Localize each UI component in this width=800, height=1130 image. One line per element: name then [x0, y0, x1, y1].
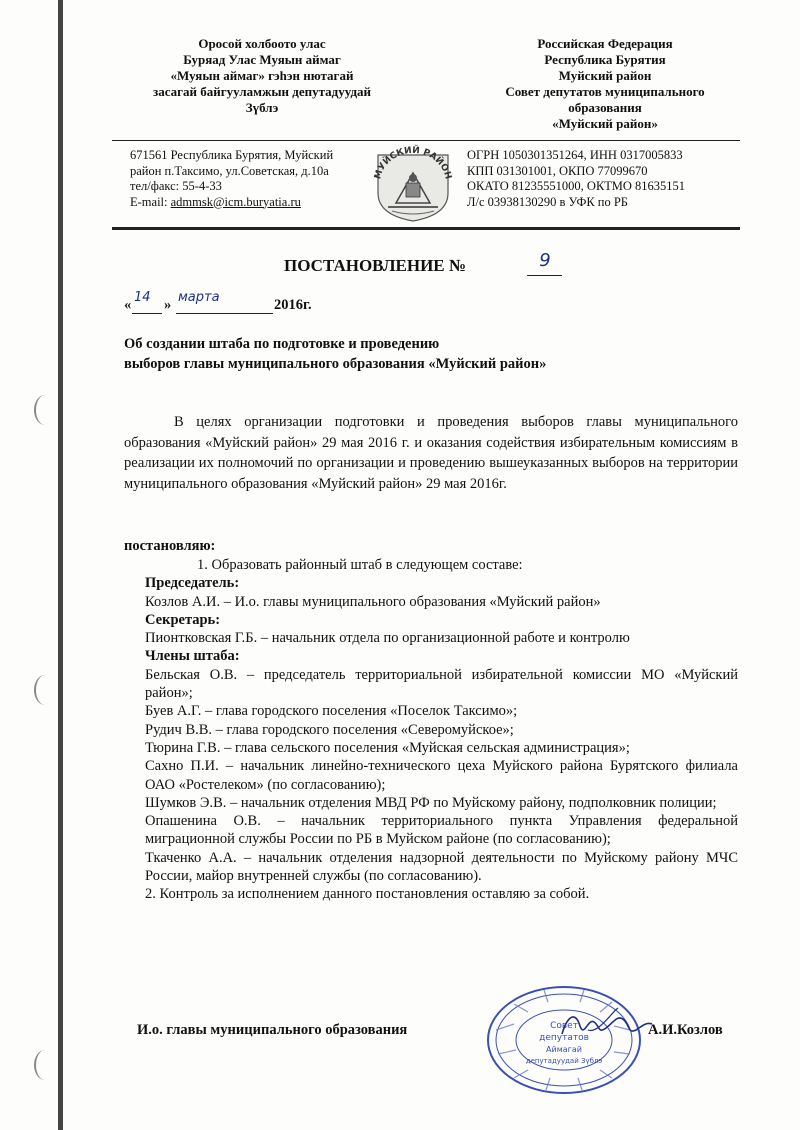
- subject-line: Об создании штаба по подготовке и проведению: [124, 336, 440, 352]
- punch-hole: [34, 675, 56, 705]
- signatory-name: А.И.Козлов: [648, 1022, 723, 1038]
- resolve-word: постановляю:: [124, 538, 216, 554]
- district-emblem: [368, 143, 458, 223]
- role-label: Члены штаба:: [145, 648, 240, 665]
- staff-member: Тюрина Г.В. – глава сельского поселения «Муйская сельская администрация»;: [145, 739, 630, 756]
- staff-member: Пионтковская Г.Б. – начальник отдела по организационной работе и контролю: [145, 630, 630, 647]
- date-month: марта: [178, 290, 220, 305]
- header-buryat: [112, 36, 412, 116]
- header-line: Совет депутатов муниципального: [505, 84, 705, 99]
- resolution-item: 2. Контроль за исполнением данного постановления оставляю за собой.: [145, 886, 590, 903]
- header-line: Республика Бурятия: [544, 52, 666, 67]
- header-russian: [470, 36, 740, 132]
- resolution-item: 1. Образовать районный штаб в следующем составе:: [197, 557, 523, 573]
- role-label: Секретарь:: [145, 611, 221, 628]
- header-line: Российская Федерация: [537, 36, 673, 51]
- header-line: Зүблэ: [245, 100, 279, 115]
- binder-edge: [0, 0, 60, 1130]
- staff-member: Козлов А.И. – И.о. главы муниципального образования «Муйский район»: [145, 593, 601, 610]
- registration-line: КПП 031301001, ОКПО 77099670: [467, 163, 648, 178]
- staff-member: Опашенина О.В. – начальник территориального пункта Управления федеральной миграционной службы России по РБ в Муйском районе (по согласованию);: [145, 813, 738, 848]
- date-close-quote: »: [164, 297, 172, 313]
- date-day: 14: [134, 290, 151, 305]
- date-open-quote: «: [124, 297, 132, 313]
- document-subject: [124, 334, 546, 374]
- stamp-line: Совет: [550, 1021, 578, 1031]
- contact-registration: [467, 148, 742, 210]
- stamp-line: депутадуудай Зүблэ: [525, 1057, 603, 1065]
- binder-shadow: [58, 0, 63, 1130]
- staff-member: Сахно П.И. – начальник линейно-технического цеха Муйского района Бурятского филиала ОАО «Ростелеком» (по согласованию);: [145, 758, 738, 793]
- registration-line: Л/с 03938130290 в УФК по РБ: [467, 194, 628, 209]
- staff-member: Шумков Э.В. – начальник отделения МВД РФ по Муйскому району, подполковник полиции;: [145, 794, 717, 811]
- contact-address: [130, 148, 370, 210]
- resolution-list: [145, 556, 738, 904]
- date-underline: [176, 313, 273, 314]
- phone-line: тел/факс: 55-4-33: [130, 179, 222, 193]
- document-title: [0, 256, 800, 276]
- header-line: образования: [568, 100, 642, 115]
- header-line: «Муйский район»: [552, 116, 658, 131]
- handwritten-signature: [558, 1004, 654, 1044]
- date-year: 2016г.: [274, 297, 312, 313]
- stamp-line: депутатов: [539, 1033, 589, 1043]
- email-link[interactable]: admmsk@icm.buryatia.ru: [170, 194, 301, 209]
- header-line: Оросой холбоото улас: [198, 36, 326, 51]
- header-bottom-rule: [112, 227, 740, 230]
- header-line: «Муяын аймаг» гэһэн нютагай: [170, 68, 354, 83]
- signatory-position: И.о. главы муниципального образования: [137, 1022, 408, 1038]
- header-line: Буряад Улас Муяын аймаг: [183, 52, 341, 67]
- punch-hole: [34, 395, 56, 425]
- registration-line: ОКАТО 81235551000, ОКТМО 81635151: [467, 179, 686, 193]
- header-line: засагай байгууламжын депутадуудай: [152, 84, 372, 99]
- emblem-label: МУЙСКИЙ РАЙОН: [373, 145, 453, 181]
- staff-member: Бельская О.В. – председатель территориальной избирательной комиссии МО «Муйский район»;: [145, 666, 738, 702]
- address-line: район п.Таксимо, ул.Советская, д.10а: [130, 163, 329, 178]
- email-line: [130, 195, 370, 211]
- address-line: 671561 Республика Бурятия, Муйский: [130, 148, 334, 162]
- document-number: 9: [539, 250, 551, 271]
- punch-hole: [34, 1050, 56, 1080]
- email-label: E-mail:: [130, 194, 171, 209]
- staff-member: Буев А.Г. – глава городского поселения «Поселок Таксимо»;: [145, 703, 518, 720]
- registration-line: ОГРН 1050301351264, ИНН 0317005833: [467, 148, 683, 162]
- preamble-paragraph: В целях организации подготовки и проведения выборов главы муниципального образования «Муйский район» 29 мая 2016 г. и оказания содействия избирательным комиссиям в реализации их полномочий по организации и проведению вышеуказанных выборов на территории муниципального образования «Муйский район» 29 мая 2016г.: [124, 414, 738, 492]
- stamp-line: Аймагай: [546, 1045, 582, 1054]
- header-divider: [112, 140, 740, 141]
- number-underline: [527, 275, 562, 276]
- staff-member: Ткаченко А.А. – начальник отделения надзорной деятельности по Муйскому району МЧС России, майор внутренней службы (по согласованию).: [145, 849, 738, 885]
- header-line: Муйский район: [558, 68, 652, 83]
- subject-line: выборов главы муниципального образования «Муйский район»: [124, 356, 547, 372]
- staff-member: Рудич В.В. – глава городского поселения «Северомуйское»;: [145, 721, 514, 738]
- title-text: ПОСТАНОВЛЕНИЕ №: [284, 256, 466, 275]
- role-label: Председатель:: [145, 575, 240, 592]
- date-underline: [132, 313, 162, 314]
